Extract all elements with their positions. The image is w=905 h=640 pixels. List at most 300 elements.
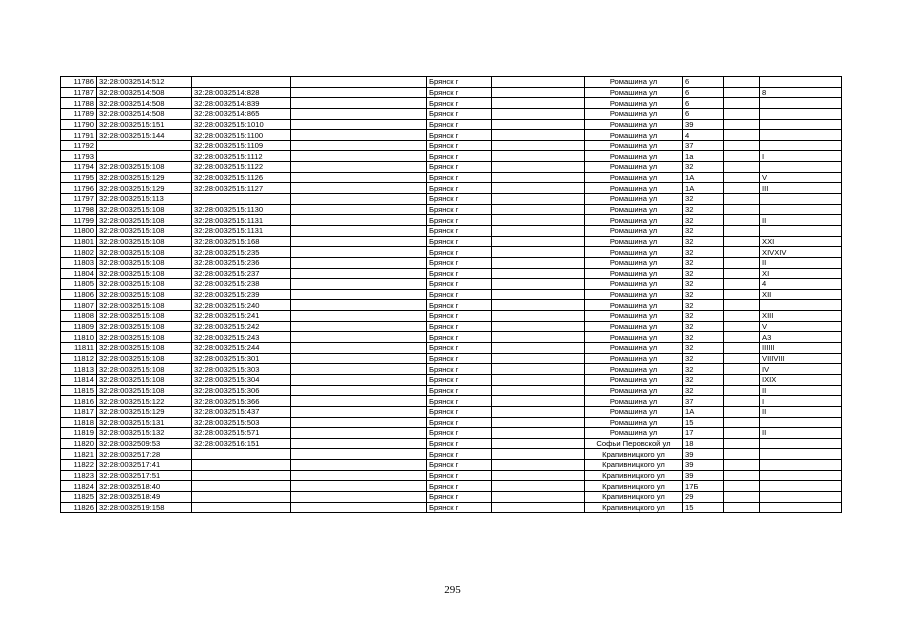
cell-house-number: 32	[683, 247, 724, 258]
cell-house-number: 32	[683, 332, 724, 343]
table-row	[61, 438, 842, 449]
table-row	[61, 108, 842, 119]
cell-column-9	[724, 247, 760, 258]
cell-city: Брянск г	[427, 438, 492, 449]
cell-city: Брянск г	[427, 87, 492, 98]
cell-house-number: 32	[683, 215, 724, 226]
cell-house-number: 29	[683, 491, 724, 502]
table-row	[61, 428, 842, 439]
cell-cadastral-number-object: 32:28:0032515:303	[192, 364, 291, 375]
cell-cadastral-number-object: 32:28:0032515:1100	[192, 130, 291, 141]
cell-cadastral-number-parcel: 32:28:0032515:108	[97, 204, 192, 215]
cell-cadastral-number-object: 32:28:0032515:237	[192, 268, 291, 279]
cell-city: Брянск г	[427, 417, 492, 428]
cell-premises-number	[760, 417, 842, 428]
table-row	[61, 470, 842, 481]
cell-city: Брянск г	[427, 385, 492, 396]
cell-street: Крапивницкого ул	[585, 502, 683, 513]
cell-city: Брянск г	[427, 311, 492, 322]
cell-column-6	[492, 343, 585, 354]
cell-cadastral-number-object: 32:28:0032515:244	[192, 343, 291, 354]
table-row	[61, 364, 842, 375]
cell-column-9	[724, 311, 760, 322]
cell-premises-number	[760, 502, 842, 513]
cell-row-number: 11806	[61, 289, 97, 300]
cell-street: Ромашина ул	[585, 204, 683, 215]
cell-city: Брянск г	[427, 172, 492, 183]
cell-house-number: 6	[683, 98, 724, 109]
cell-street: Ромашина ул	[585, 87, 683, 98]
cell-premises-number: XIII	[760, 311, 842, 322]
cell-city: Брянск г	[427, 460, 492, 471]
cell-column-6	[492, 247, 585, 258]
cell-cadastral-number-parcel: 32:28:0032509:53	[97, 438, 192, 449]
cell-column-4	[291, 385, 427, 396]
cell-cadastral-number-parcel: 32:28:0032515:108	[97, 311, 192, 322]
cell-premises-number: А3	[760, 332, 842, 343]
cell-column-9	[724, 353, 760, 364]
cell-column-9	[724, 108, 760, 119]
cell-premises-number: IIIIII	[760, 343, 842, 354]
cell-column-4	[291, 289, 427, 300]
cell-column-4	[291, 151, 427, 162]
cell-street: Ромашина ул	[585, 385, 683, 396]
cell-column-6	[492, 449, 585, 460]
cell-house-number: 32	[683, 268, 724, 279]
cell-street: Ромашина ул	[585, 183, 683, 194]
cell-column-4	[291, 321, 427, 332]
cell-house-number: 17	[683, 428, 724, 439]
cell-street: Ромашина ул	[585, 257, 683, 268]
cell-column-9	[724, 268, 760, 279]
table-row	[61, 87, 842, 98]
cell-row-number: 11819	[61, 428, 97, 439]
table-row	[61, 406, 842, 417]
cell-column-9	[724, 491, 760, 502]
cell-street: Крапивницкого ул	[585, 449, 683, 460]
cell-street: Крапивницкого ул	[585, 470, 683, 481]
cell-premises-number	[760, 300, 842, 311]
cell-house-number: 15	[683, 502, 724, 513]
cell-column-4	[291, 225, 427, 236]
cell-row-number: 11808	[61, 311, 97, 322]
cell-premises-number	[760, 460, 842, 471]
cell-column-9	[724, 470, 760, 481]
cell-row-number: 11786	[61, 77, 97, 88]
cell-row-number: 11797	[61, 194, 97, 205]
cell-cadastral-number-object: 32:28:0032515:239	[192, 289, 291, 300]
cell-column-6	[492, 311, 585, 322]
cell-cadastral-number-object: 32:28:0032515:306	[192, 385, 291, 396]
cell-premises-number: V	[760, 172, 842, 183]
cell-row-number: 11825	[61, 491, 97, 502]
cell-cadastral-number-parcel: 32:28:0032514:508	[97, 108, 192, 119]
cell-row-number: 11816	[61, 396, 97, 407]
cell-city: Брянск г	[427, 502, 492, 513]
cell-column-4	[291, 257, 427, 268]
cell-column-9	[724, 300, 760, 311]
cell-cadastral-number-parcel	[97, 151, 192, 162]
cell-column-4	[291, 300, 427, 311]
cell-column-6	[492, 225, 585, 236]
table-row	[61, 119, 842, 130]
cell-city: Брянск г	[427, 481, 492, 492]
cell-row-number: 11809	[61, 321, 97, 332]
cell-street: Ромашина ул	[585, 225, 683, 236]
cell-row-number: 11795	[61, 172, 97, 183]
cell-premises-number: VIIIVIII	[760, 353, 842, 364]
cell-column-4	[291, 119, 427, 130]
cell-cadastral-number-object	[192, 470, 291, 481]
cell-row-number: 11800	[61, 225, 97, 236]
cell-column-4	[291, 98, 427, 109]
cell-premises-number	[760, 204, 842, 215]
cell-house-number: 32	[683, 353, 724, 364]
cell-cadastral-number-object: 32:28:0032515:1112	[192, 151, 291, 162]
cell-street: Ромашина ул	[585, 364, 683, 375]
cell-column-4	[291, 172, 427, 183]
cell-column-6	[492, 77, 585, 88]
cell-city: Брянск г	[427, 470, 492, 481]
cell-cadastral-number-object	[192, 481, 291, 492]
cell-column-4	[291, 183, 427, 194]
cell-city: Брянск г	[427, 183, 492, 194]
cell-row-number: 11794	[61, 162, 97, 173]
cell-column-4	[291, 236, 427, 247]
cell-column-9	[724, 172, 760, 183]
cell-premises-number: V	[760, 321, 842, 332]
cell-city: Брянск г	[427, 247, 492, 258]
cell-street: Крапивницкого ул	[585, 481, 683, 492]
cell-house-number: 32	[683, 300, 724, 311]
cell-cadastral-number-object: 32:28:0032515:241	[192, 311, 291, 322]
cell-row-number: 11815	[61, 385, 97, 396]
cell-cadastral-number-object: 32:28:0032515:240	[192, 300, 291, 311]
table-row	[61, 225, 842, 236]
cell-column-6	[492, 119, 585, 130]
cell-cadastral-number-parcel: 32:28:0032515:132	[97, 428, 192, 439]
cell-row-number: 11789	[61, 108, 97, 119]
cell-column-6	[492, 194, 585, 205]
table-row	[61, 396, 842, 407]
cell-cadastral-number-parcel: 32:28:0032515:129	[97, 406, 192, 417]
cell-house-number: 32	[683, 289, 724, 300]
cell-column-4	[291, 502, 427, 513]
cell-cadastral-number-parcel: 32:28:0032515:113	[97, 194, 192, 205]
cell-premises-number	[760, 130, 842, 141]
cell-row-number: 11803	[61, 257, 97, 268]
cell-cadastral-number-object	[192, 77, 291, 88]
cell-cadastral-number-parcel: 32:28:0032519:158	[97, 502, 192, 513]
cell-city: Брянск г	[427, 225, 492, 236]
cell-row-number: 11791	[61, 130, 97, 141]
cell-street: Ромашина ул	[585, 374, 683, 385]
cell-cadastral-number-parcel: 32:28:0032517:51	[97, 470, 192, 481]
cell-cadastral-number-parcel: 32:28:0032515:108	[97, 353, 192, 364]
cell-cadastral-number-parcel: 32:28:0032515:108	[97, 300, 192, 311]
cell-column-4	[291, 481, 427, 492]
cell-column-9	[724, 215, 760, 226]
cell-city: Брянск г	[427, 491, 492, 502]
table-row	[61, 183, 842, 194]
cell-row-number: 11788	[61, 98, 97, 109]
cell-street: Ромашина ул	[585, 353, 683, 364]
cell-house-number: 39	[683, 449, 724, 460]
cell-column-9	[724, 438, 760, 449]
cell-cadastral-number-parcel	[97, 140, 192, 151]
cell-column-4	[291, 87, 427, 98]
cell-city: Брянск г	[427, 289, 492, 300]
cell-column-6	[492, 183, 585, 194]
cell-column-9	[724, 204, 760, 215]
cell-street: Ромашина ул	[585, 406, 683, 417]
cell-column-4	[291, 215, 427, 226]
cell-street: Ромашина ул	[585, 151, 683, 162]
cell-column-6	[492, 204, 585, 215]
cell-row-number: 11798	[61, 204, 97, 215]
cell-column-4	[291, 460, 427, 471]
cell-premises-number	[760, 481, 842, 492]
cell-column-9	[724, 257, 760, 268]
cell-premises-number	[760, 77, 842, 88]
cell-street: Ромашина ул	[585, 300, 683, 311]
cell-cadastral-number-object	[192, 491, 291, 502]
cell-column-4	[291, 396, 427, 407]
cell-column-9	[724, 343, 760, 354]
cell-row-number: 11818	[61, 417, 97, 428]
cell-column-6	[492, 236, 585, 247]
cell-house-number: 32	[683, 385, 724, 396]
cell-row-number: 11824	[61, 481, 97, 492]
cell-column-4	[291, 130, 427, 141]
table-row	[61, 247, 842, 258]
cell-column-9	[724, 502, 760, 513]
cell-column-6	[492, 162, 585, 173]
cell-column-6	[492, 364, 585, 375]
cell-house-number: 37	[683, 396, 724, 407]
cell-city: Брянск г	[427, 406, 492, 417]
cell-street: Ромашина ул	[585, 428, 683, 439]
cell-column-6	[492, 470, 585, 481]
cell-house-number: 39	[683, 460, 724, 471]
cell-cadastral-number-parcel: 32:28:0032515:108	[97, 385, 192, 396]
table-row	[61, 215, 842, 226]
cell-cadastral-number-object	[192, 460, 291, 471]
cell-cadastral-number-object: 32:28:0032515:235	[192, 247, 291, 258]
cell-premises-number	[760, 491, 842, 502]
cell-street: Ромашина ул	[585, 108, 683, 119]
cell-column-9	[724, 332, 760, 343]
cell-street: Ромашина ул	[585, 215, 683, 226]
cell-premises-number: I	[760, 151, 842, 162]
cell-column-9	[724, 225, 760, 236]
cell-column-4	[291, 343, 427, 354]
cell-house-number: 6	[683, 108, 724, 119]
cell-cadastral-number-object: 32:28:0032515:366	[192, 396, 291, 407]
cell-cadastral-number-object: 32:28:0032515:1130	[192, 204, 291, 215]
cell-city: Брянск г	[427, 119, 492, 130]
cell-row-number: 11814	[61, 374, 97, 385]
cell-column-4	[291, 438, 427, 449]
cell-row-number: 11801	[61, 236, 97, 247]
cell-premises-number	[760, 194, 842, 205]
cell-city: Брянск г	[427, 108, 492, 119]
cell-premises-number: XIVXIV	[760, 247, 842, 258]
cell-premises-number	[760, 108, 842, 119]
cell-cadastral-number-parcel: 32:28:0032515:151	[97, 119, 192, 130]
cell-premises-number: 8	[760, 87, 842, 98]
cell-street: Ромашина ул	[585, 77, 683, 88]
cell-cadastral-number-object: 32:28:0032514:839	[192, 98, 291, 109]
cell-column-6	[492, 279, 585, 290]
cell-column-4	[291, 77, 427, 88]
cell-cadastral-number-parcel: 32:28:0032515:144	[97, 130, 192, 141]
cell-city: Брянск г	[427, 353, 492, 364]
cell-house-number: 1А	[683, 183, 724, 194]
cell-house-number: 32	[683, 343, 724, 354]
table-row	[61, 194, 842, 205]
cell-row-number: 11793	[61, 151, 97, 162]
cell-cadastral-number-parcel: 32:28:0032515:108	[97, 215, 192, 226]
cell-row-number: 11804	[61, 268, 97, 279]
cell-cadastral-number-object: 32:28:0032515:242	[192, 321, 291, 332]
cell-column-6	[492, 353, 585, 364]
cell-house-number: 32	[683, 236, 724, 247]
table-row	[61, 332, 842, 343]
table-row	[61, 268, 842, 279]
cell-house-number: 32	[683, 311, 724, 322]
cell-column-9	[724, 406, 760, 417]
table-row	[61, 162, 842, 173]
cell-column-4	[291, 162, 427, 173]
cell-row-number: 11811	[61, 343, 97, 354]
cell-house-number: 39	[683, 119, 724, 130]
table-row	[61, 172, 842, 183]
cell-cadastral-number-parcel: 32:28:0032517:41	[97, 460, 192, 471]
cell-house-number: 4	[683, 130, 724, 141]
cell-street: Ромашина ул	[585, 172, 683, 183]
cell-cadastral-number-object: 32:28:0032515:1109	[192, 140, 291, 151]
cell-cadastral-number-object: 32:28:0032514:828	[192, 87, 291, 98]
cell-cadastral-number-object	[192, 449, 291, 460]
table-row	[61, 481, 842, 492]
cell-premises-number	[760, 470, 842, 481]
cell-street: Крапивницкого ул	[585, 491, 683, 502]
table-row	[61, 460, 842, 471]
cell-row-number: 11813	[61, 364, 97, 375]
cell-street: Ромашина ул	[585, 289, 683, 300]
cell-cadastral-number-parcel: 32:28:0032515:108	[97, 268, 192, 279]
cell-house-number: 32	[683, 204, 724, 215]
cell-street: Ромашина ул	[585, 247, 683, 258]
cell-premises-number	[760, 225, 842, 236]
cell-column-6	[492, 385, 585, 396]
cell-column-4	[291, 140, 427, 151]
cell-column-4	[291, 491, 427, 502]
cell-row-number: 11820	[61, 438, 97, 449]
cell-cadastral-number-parcel: 32:28:0032514:508	[97, 87, 192, 98]
cell-house-number: 17Б	[683, 481, 724, 492]
cell-cadastral-number-object: 32:28:0032515:243	[192, 332, 291, 343]
cell-column-9	[724, 279, 760, 290]
table-row	[61, 289, 842, 300]
cell-column-4	[291, 311, 427, 322]
table-row	[61, 130, 842, 141]
cell-street: Ромашина ул	[585, 321, 683, 332]
cell-column-9	[724, 130, 760, 141]
cell-column-9	[724, 140, 760, 151]
table-row	[61, 77, 842, 88]
cell-street: Ромашина ул	[585, 119, 683, 130]
cell-column-9	[724, 87, 760, 98]
cell-row-number: 11796	[61, 183, 97, 194]
cell-house-number: 32	[683, 194, 724, 205]
cell-cadastral-number-parcel: 32:28:0032515:108	[97, 321, 192, 332]
cell-city: Брянск г	[427, 428, 492, 439]
cell-premises-number	[760, 98, 842, 109]
cell-column-6	[492, 321, 585, 332]
cell-cadastral-number-object: 32:28:0032515:1131	[192, 225, 291, 236]
cell-premises-number: II	[760, 385, 842, 396]
cell-column-4	[291, 417, 427, 428]
cell-premises-number: XXI	[760, 236, 842, 247]
table-row	[61, 374, 842, 385]
cell-column-4	[291, 449, 427, 460]
cell-row-number: 11790	[61, 119, 97, 130]
cell-cadastral-number-object	[192, 502, 291, 513]
cell-column-9	[724, 481, 760, 492]
cell-house-number: 32	[683, 374, 724, 385]
cell-cadastral-number-object: 32:28:0032514:865	[192, 108, 291, 119]
cell-row-number: 11805	[61, 279, 97, 290]
cell-cadastral-number-object: 32:28:0032515:236	[192, 257, 291, 268]
cell-column-4	[291, 247, 427, 258]
cell-premises-number	[760, 140, 842, 151]
cell-city: Брянск г	[427, 194, 492, 205]
cell-row-number: 11822	[61, 460, 97, 471]
cell-street: Ромашина ул	[585, 130, 683, 141]
cell-column-6	[492, 151, 585, 162]
cell-street: Ромашина ул	[585, 311, 683, 322]
cell-house-number: 37	[683, 140, 724, 151]
cell-column-4	[291, 428, 427, 439]
cell-street: Ромашина ул	[585, 98, 683, 109]
cell-column-6	[492, 140, 585, 151]
cell-city: Брянск г	[427, 77, 492, 88]
cell-street: Ромашина ул	[585, 332, 683, 343]
cell-city: Брянск г	[427, 279, 492, 290]
cell-house-number: 32	[683, 225, 724, 236]
cell-column-6	[492, 172, 585, 183]
cell-premises-number: IV	[760, 364, 842, 375]
cell-cadastral-number-parcel: 32:28:0032515:108	[97, 279, 192, 290]
cell-column-9	[724, 364, 760, 375]
cell-column-9	[724, 98, 760, 109]
cell-cadastral-number-parcel: 32:28:0032515:129	[97, 183, 192, 194]
table-row	[61, 140, 842, 151]
cell-column-9	[724, 417, 760, 428]
table-row	[61, 236, 842, 247]
table-row	[61, 321, 842, 332]
cell-column-9	[724, 428, 760, 439]
cell-column-4	[291, 353, 427, 364]
cell-column-9	[724, 183, 760, 194]
cell-cadastral-number-object: 32:28:0032515:238	[192, 279, 291, 290]
cell-cadastral-number-parcel: 32:28:0032515:108	[97, 343, 192, 354]
cell-city: Брянск г	[427, 449, 492, 460]
cell-cadastral-number-object: 32:28:0032515:1126	[192, 172, 291, 183]
cell-city: Брянск г	[427, 98, 492, 109]
